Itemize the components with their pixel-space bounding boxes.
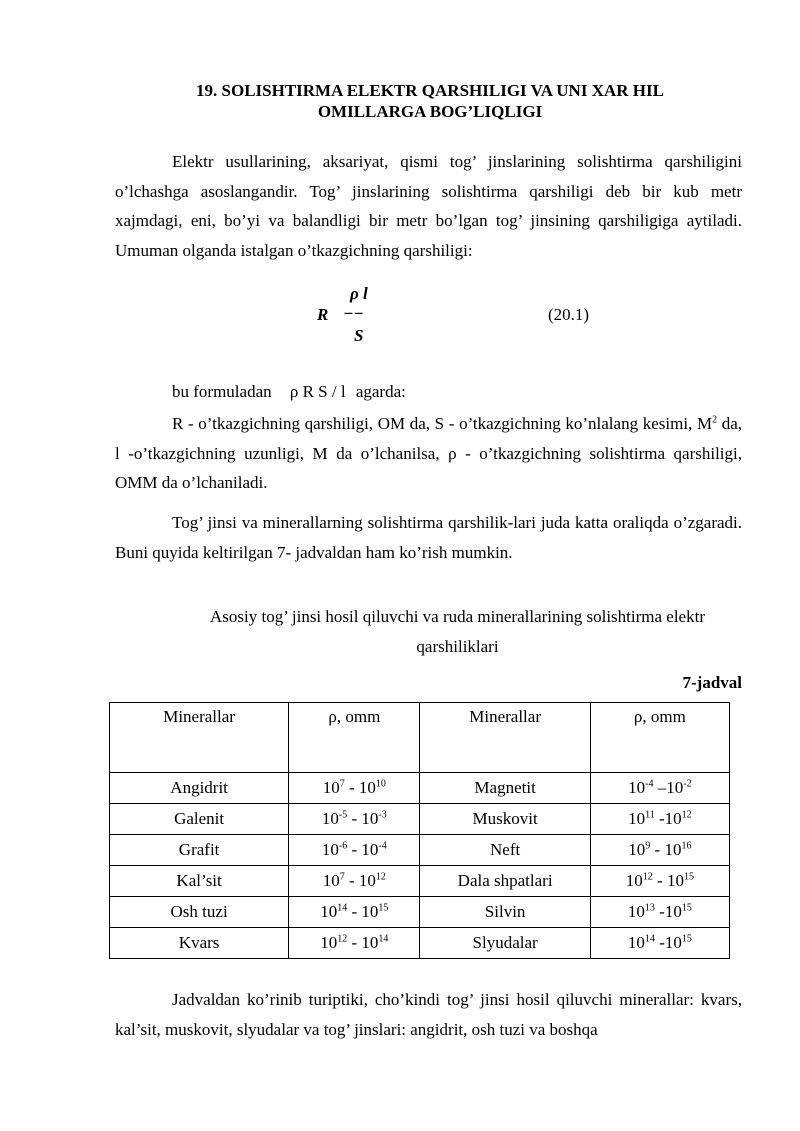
formula-line-prefix: bu formuladan — [172, 382, 272, 401]
exponent: 7 — [339, 871, 345, 883]
definitions-text-2: da, l -o’tkazgichning uzunligi, M da o’lchanilsa, ρ - o’tkazgichning solishtirma qarshiligi, OMM da o’lchaniladi. — [115, 414, 743, 492]
range-part: 10 — [322, 871, 340, 890]
definitions-superscript: 2 — [712, 414, 718, 426]
range-part: 10 — [666, 778, 684, 797]
resistivity-range-cell — [590, 773, 729, 804]
table-row — [110, 804, 730, 835]
range-part: 10 — [628, 778, 646, 797]
section-title-line-2: OMILLARGA BOG’LIQLIGI — [317, 102, 543, 121]
range-part: 10 — [664, 902, 682, 921]
mineral-name-cell: Kvars — [110, 928, 289, 959]
paragraph-definitions — [115, 409, 742, 498]
range-part: - — [347, 902, 362, 921]
exponent: -4 — [378, 840, 387, 852]
exponent: 9 — [645, 840, 651, 852]
mineral-name-cell: Neft — [420, 835, 590, 866]
range-part: - — [654, 933, 665, 952]
exponent: 7 — [339, 778, 345, 790]
range-part: 10 — [361, 933, 379, 952]
resistivity-range-cell — [289, 897, 420, 928]
exponent: -2 — [683, 778, 692, 790]
exponent: 15 — [378, 902, 389, 914]
exponent: 15 — [681, 933, 692, 945]
mineral-name-cell: Dala shpatlari — [420, 866, 590, 897]
mineral-name-cell: Galenit — [110, 804, 289, 835]
section-title — [120, 80, 740, 122]
exponent: 10 — [375, 778, 386, 790]
range-part: 10 — [666, 871, 684, 890]
section-title-line-1: 19. SOLISHTIRMA ELEKTR QARSHILIGI VA UNI XAR HIL — [196, 81, 664, 100]
exponent: -3 — [378, 809, 387, 821]
range-part: 10 — [664, 840, 682, 859]
exponent: -6 — [338, 840, 348, 852]
table-row — [110, 866, 730, 897]
range-part: 10 — [628, 840, 646, 859]
exponent: 15 — [683, 871, 694, 883]
resistivity-range-cell — [289, 866, 420, 897]
exponent: -5 — [338, 809, 348, 821]
exponent: 12 — [681, 809, 692, 821]
mineral-name-cell: Kal’sit — [110, 866, 289, 897]
range-part: - — [654, 809, 665, 828]
exponent: 15 — [681, 902, 692, 914]
range-part: - — [344, 871, 359, 890]
resistivity-range-cell — [590, 866, 729, 897]
table-header-row — [110, 703, 730, 773]
range-part: 10 — [627, 902, 645, 921]
resistivity-range-cell — [590, 897, 729, 928]
mineral-name-cell: Angidrit — [110, 773, 289, 804]
range-part: 10 — [358, 778, 376, 797]
resistivity-range-cell — [590, 928, 729, 959]
table-header-cell: ρ, omm — [590, 703, 729, 773]
exponent: -4 — [645, 778, 654, 790]
formula-lhs: R — [317, 305, 329, 324]
range-part: - — [347, 933, 362, 952]
range-part: 10 — [625, 871, 643, 890]
formula-rearranged-line — [172, 382, 406, 402]
range-part: – — [653, 778, 667, 797]
range-part: 10 — [361, 902, 379, 921]
formula-line-suffix: agarda: — [355, 382, 406, 401]
definitions-text-1: R - o’tkazgichning qarshiligi, OM da, S - o’tkazgichning ko’nlalang kesimi, M — [172, 414, 713, 433]
range-part: - — [652, 871, 667, 890]
range-part: - — [347, 809, 362, 828]
range-part: - — [654, 902, 665, 921]
range-part: - — [650, 840, 665, 859]
table-row — [110, 835, 730, 866]
exponent: 13 — [644, 902, 655, 914]
mineral-name-cell: Silvin — [420, 897, 590, 928]
table-row — [110, 897, 730, 928]
table-header-cell: Minerallar — [420, 703, 590, 773]
table-number: 7-jadval — [682, 673, 742, 692]
range-part: 10 — [320, 902, 338, 921]
exponent: 14 — [337, 902, 348, 914]
range-part: 10 — [664, 809, 682, 828]
paragraph-conclusion: Jadvaldan ko’rinib turiptiki, cho’kindi tog’ jinsi hosil qiluvchi minerallar: kvars, kal’sit, muskovit, slyudalar va tog’ jinslari: angidrit, osh tuzi va boshqa — [115, 990, 742, 1039]
formula-denominator: S — [354, 326, 364, 345]
resistivity-range-cell — [289, 835, 420, 866]
exponent: 14 — [378, 933, 389, 945]
mineral-name-cell: Osh tuzi — [110, 897, 289, 928]
table-header-cell: Minerallar — [110, 703, 289, 773]
resistivity-range-cell — [289, 804, 420, 835]
mineral-name-cell: Grafit — [110, 835, 289, 866]
table-body — [110, 773, 730, 959]
formula-numerator: ρ l — [350, 284, 368, 303]
resistivity-range-cell — [289, 773, 420, 804]
table-row — [110, 773, 730, 804]
table-row — [110, 928, 730, 959]
mineral-name-cell: Muskovit — [420, 804, 590, 835]
formula-fraction-bar: −− — [343, 304, 364, 323]
exponent: 12 — [337, 933, 348, 945]
range-part: 10 — [358, 871, 376, 890]
table-header-cell: ρ, omm — [289, 703, 420, 773]
range-part: 10 — [628, 809, 646, 828]
exponent: 12 — [375, 871, 386, 883]
mineral-name-cell: Magnetit — [420, 773, 590, 804]
range-part: 10 — [322, 778, 340, 797]
paragraph-intro: Elektr usullarining, aksariyat, qismi tog’ jinslarining solishtirma qarshiligini o’lchashga asoslangandir. Tog’ jinslarining solishtirma qarshiligi deb bir kub metr xajmdagi, eni, bo’yi va balandligi bir metr bo’lgan tog’ jinsining qarshiligiga aytiladi. Umuman olganda istalgan o’tkazgichning qarshiligi: — [115, 152, 742, 260]
exponent: 11 — [645, 809, 655, 821]
range-part: - — [347, 840, 362, 859]
resistivity-range-cell — [590, 835, 729, 866]
range-part: 10 — [664, 933, 682, 952]
table-caption — [175, 602, 740, 662]
range-part: 10 — [320, 933, 338, 952]
formula-line-expression: ρ R S / l — [289, 382, 346, 401]
range-part: 10 — [627, 933, 645, 952]
resistivity-range-cell — [289, 928, 420, 959]
table-caption-line-1: Asosiy tog’ jinsi hosil qiluvchi va ruda minerallarining solishtirma elektr — [210, 607, 705, 626]
range-part: 10 — [361, 840, 379, 859]
exponent: 16 — [681, 840, 692, 852]
range-part: 10 — [321, 840, 339, 859]
resistivity-range-cell — [590, 804, 729, 835]
range-part: 10 — [361, 809, 379, 828]
table-caption-line-2: qarshiliklari — [416, 637, 499, 656]
resistivity-table — [109, 702, 730, 959]
paragraph-variation: Tog’ jinsi va minerallarning solishtirma qarshilik-lari juda katta oraliqda o’zgaradi. Buni quyida keltirilgan 7- jadvaldan ham ko’rish mumkin. — [115, 513, 742, 562]
mineral-name-cell: Slyudalar — [420, 928, 590, 959]
range-part: - — [344, 778, 359, 797]
exponent: 14 — [644, 933, 655, 945]
range-part: 10 — [321, 809, 339, 828]
exponent: 12 — [642, 871, 653, 883]
equation-number: (20.1) — [548, 305, 590, 324]
